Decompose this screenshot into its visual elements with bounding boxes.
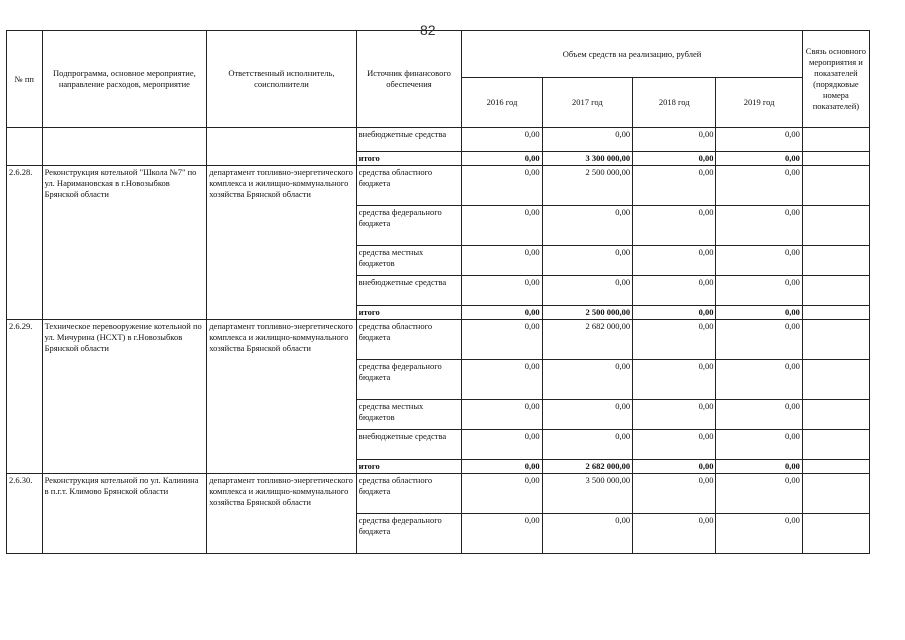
source-cell: итого <box>356 460 462 474</box>
link-cell <box>802 206 869 246</box>
value-cell: 0,00 <box>462 400 542 430</box>
value-cell: 0,00 <box>542 128 632 152</box>
header-executor: Ответственный исполнитель, соисполнители <box>207 31 356 128</box>
header-num: № пп <box>7 31 43 128</box>
table-row <box>7 166 870 206</box>
value-cell: 0,00 <box>633 514 716 554</box>
link-cell <box>802 320 869 360</box>
budget-table <box>6 30 870 554</box>
page-number: 82 <box>420 22 436 38</box>
value-cell: 3 300 000,00 <box>542 152 632 166</box>
source-cell: средства местных бюджетов <box>356 400 462 430</box>
value-cell: 0,00 <box>542 430 632 460</box>
header-year: 2019 год <box>716 78 802 128</box>
link-cell <box>802 152 869 166</box>
value-cell: 2 682 000,00 <box>542 460 632 474</box>
value-cell: 0,00 <box>716 460 802 474</box>
link-cell <box>802 474 869 514</box>
source-cell: внебюджетные средства <box>356 276 462 306</box>
value-cell: 0,00 <box>716 306 802 320</box>
link-cell <box>802 128 869 152</box>
value-cell: 2 682 000,00 <box>542 320 632 360</box>
executor-cell: департамент топливно-энергетического комплекса и жилищно-коммунального хозяйства Брянской области <box>207 320 356 474</box>
value-cell: 0,00 <box>633 276 716 306</box>
value-cell: 0,00 <box>633 166 716 206</box>
executor-cell: департамент топливно-энергетического комплекса и жилищно-коммунального хозяйства Брянской области <box>207 166 356 320</box>
value-cell: 0,00 <box>462 206 542 246</box>
header-link: Связь основного мероприятия и показателей (порядковые номера показателей) <box>802 31 869 128</box>
header-year: 2017 год <box>542 78 632 128</box>
value-cell: 0,00 <box>633 474 716 514</box>
program-cell: Техническое перевооружение котельной по ул. Мичурина (НСХТ) в г.Новозыбков Брянской области <box>42 320 207 474</box>
source-cell: средства областного бюджета <box>356 320 462 360</box>
value-cell: 0,00 <box>462 430 542 460</box>
value-cell: 0,00 <box>633 320 716 360</box>
num-cell: 2.6.30. <box>7 474 43 554</box>
value-cell: 0,00 <box>542 400 632 430</box>
value-cell: 0,00 <box>716 206 802 246</box>
source-cell: средства местных бюджетов <box>356 246 462 276</box>
link-cell <box>802 430 869 460</box>
value-cell: 0,00 <box>462 474 542 514</box>
value-cell: 0,00 <box>462 320 542 360</box>
link-cell <box>802 514 869 554</box>
value-cell: 0,00 <box>633 206 716 246</box>
value-cell: 0,00 <box>462 460 542 474</box>
program-cell <box>42 128 207 166</box>
source-cell: средства областного бюджета <box>356 474 462 514</box>
value-cell: 0,00 <box>462 360 542 400</box>
value-cell: 0,00 <box>716 514 802 554</box>
value-cell: 0,00 <box>716 360 802 400</box>
value-cell: 2 500 000,00 <box>542 306 632 320</box>
value-cell: 0,00 <box>633 360 716 400</box>
link-cell <box>802 360 869 400</box>
header-year: 2016 год <box>462 78 542 128</box>
value-cell: 2 500 000,00 <box>542 166 632 206</box>
value-cell: 0,00 <box>542 360 632 400</box>
table-row <box>7 320 870 360</box>
value-cell: 0,00 <box>716 166 802 206</box>
value-cell: 0,00 <box>633 460 716 474</box>
value-cell: 0,00 <box>462 306 542 320</box>
value-cell: 0,00 <box>462 276 542 306</box>
link-cell <box>802 306 869 320</box>
value-cell: 0,00 <box>716 152 802 166</box>
header-program: Подпрограмма, основное мероприятие, направление расходов, мероприятие <box>42 31 207 128</box>
value-cell: 0,00 <box>716 276 802 306</box>
num-cell: 2.6.29. <box>7 320 43 474</box>
header-year: 2018 год <box>633 78 716 128</box>
value-cell: 0,00 <box>462 128 542 152</box>
link-cell <box>802 460 869 474</box>
value-cell: 0,00 <box>716 320 802 360</box>
value-cell: 0,00 <box>716 430 802 460</box>
program-cell: Реконструкция котельной по ул. Калинина в п.г.т. Климово Брянской области <box>42 474 207 554</box>
value-cell: 0,00 <box>542 514 632 554</box>
value-cell: 0,00 <box>633 430 716 460</box>
value-cell: 0,00 <box>542 276 632 306</box>
value-cell: 0,00 <box>633 128 716 152</box>
value-cell: 0,00 <box>542 246 632 276</box>
link-cell <box>802 276 869 306</box>
source-cell: внебюджетные средства <box>356 430 462 460</box>
value-cell: 0,00 <box>716 128 802 152</box>
value-cell: 0,00 <box>633 306 716 320</box>
header-source: Источник финансового обеспечения <box>356 31 462 128</box>
value-cell: 0,00 <box>716 400 802 430</box>
executor-cell: департамент топливно-энергетического комплекса и жилищно-коммунального хозяйства Брянской области <box>207 474 356 554</box>
link-cell <box>802 166 869 206</box>
num-cell: 2.6.28. <box>7 166 43 320</box>
value-cell: 0,00 <box>542 206 632 246</box>
source-cell: средства областного бюджета <box>356 166 462 206</box>
num-cell <box>7 128 43 166</box>
source-cell: средства федерального бюджета <box>356 206 462 246</box>
link-cell <box>802 246 869 276</box>
value-cell: 0,00 <box>633 152 716 166</box>
source-cell: средства федерального бюджета <box>356 360 462 400</box>
table-row <box>7 474 870 514</box>
value-cell: 0,00 <box>462 166 542 206</box>
table-row <box>7 128 870 152</box>
source-cell: итого <box>356 306 462 320</box>
value-cell: 0,00 <box>633 400 716 430</box>
value-cell: 0,00 <box>462 514 542 554</box>
source-cell: итого <box>356 152 462 166</box>
value-cell: 3 500 000,00 <box>542 474 632 514</box>
value-cell: 0,00 <box>462 152 542 166</box>
executor-cell <box>207 128 356 166</box>
value-cell: 0,00 <box>716 474 802 514</box>
source-cell: средства федерального бюджета <box>356 514 462 554</box>
program-cell: Реконструкция котельной "Школа №7" по ул. Наримановская в г.Новозыбков Брянской области <box>42 166 207 320</box>
header-volume: Объем средств на реализацию, рублей <box>462 31 802 78</box>
link-cell <box>802 400 869 430</box>
value-cell: 0,00 <box>633 246 716 276</box>
source-cell: внебюджетные средства <box>356 128 462 152</box>
value-cell: 0,00 <box>716 246 802 276</box>
value-cell: 0,00 <box>462 246 542 276</box>
